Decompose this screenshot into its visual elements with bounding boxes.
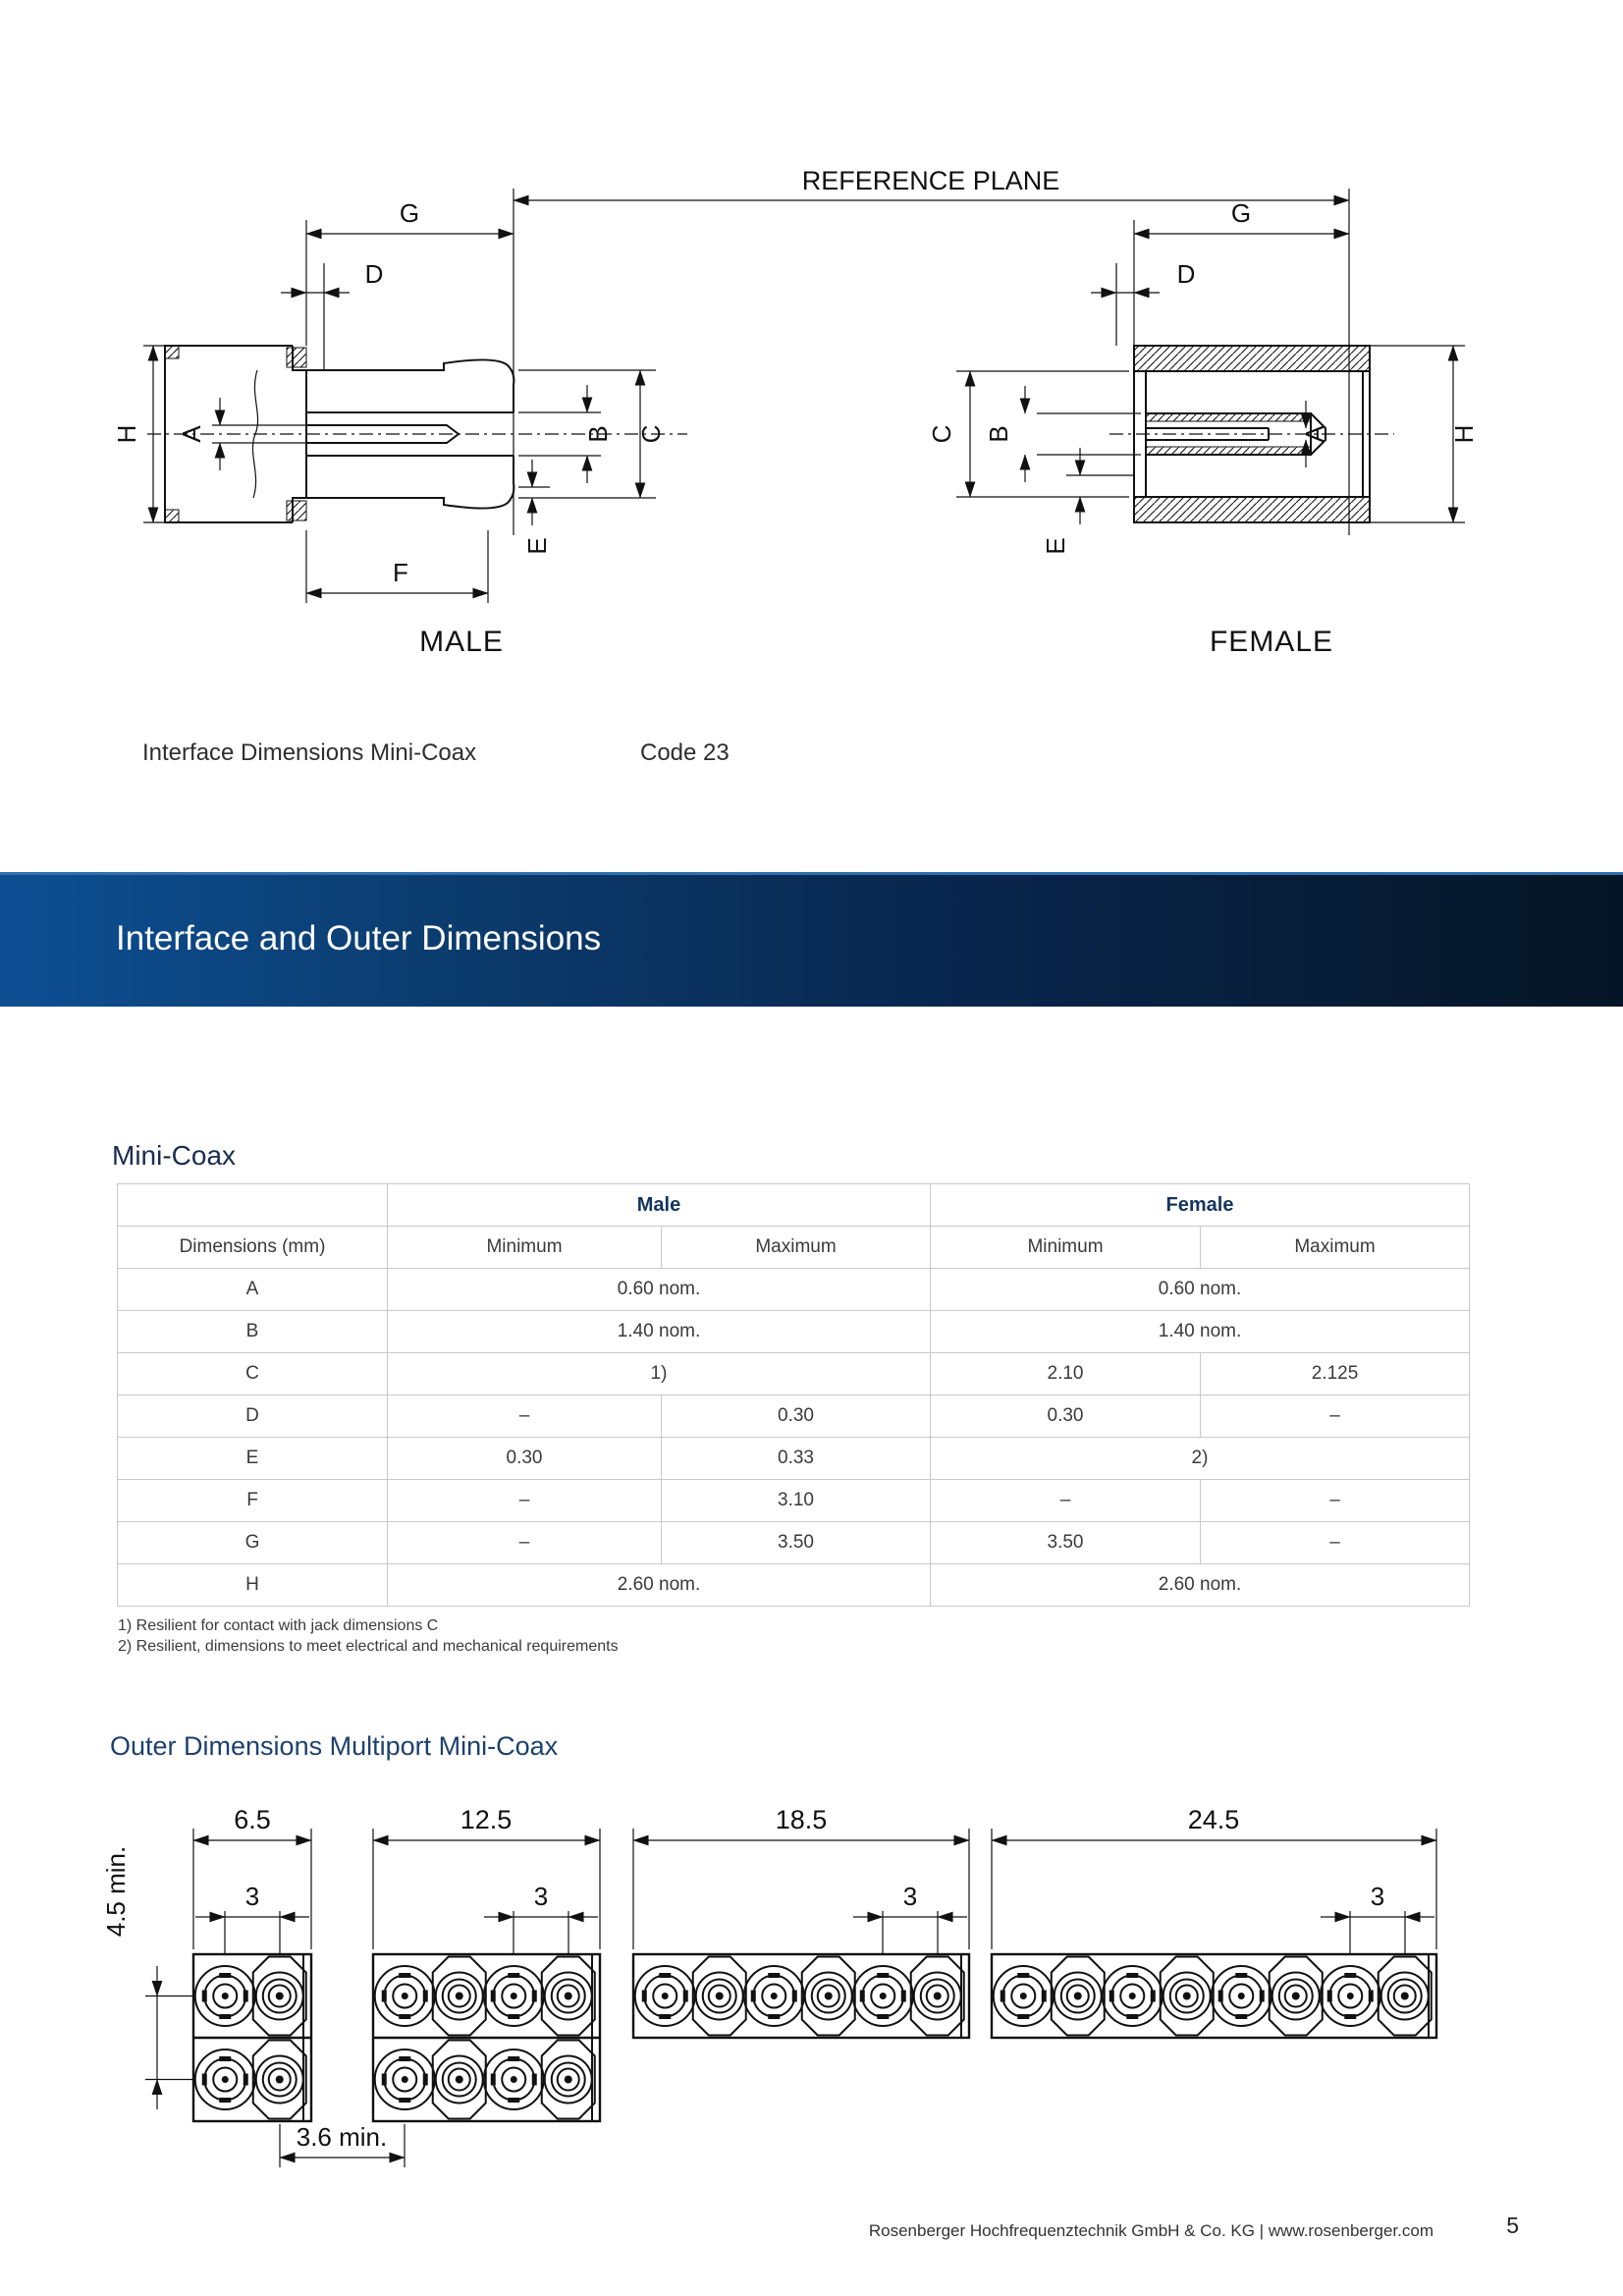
- table-row: [118, 1564, 1470, 1607]
- table-column-header-row: [118, 1227, 1470, 1269]
- table-row: [118, 1522, 1470, 1564]
- dimension-value: 1.40 nom.: [931, 1311, 1470, 1353]
- footer-company: Rosenberger Hochfrequenztechnik GmbH & Co. KG | www.rosenberger.com: [868, 2221, 1434, 2240]
- female-connector-art: [1109, 346, 1394, 522]
- table-group-header-row: [118, 1184, 1470, 1227]
- dimension-value: 0.33: [662, 1438, 931, 1480]
- connector-port-female: [253, 1957, 306, 2036]
- pitch-dim-block2: 3: [533, 1882, 549, 1911]
- male-dim-a-label: A: [177, 425, 206, 443]
- table-row: [118, 1395, 1470, 1438]
- pitch-dim-block3: 3: [902, 1882, 918, 1911]
- dimension-letter: F: [118, 1480, 388, 1522]
- dimension-value: 0.60 nom.: [931, 1269, 1470, 1311]
- minicoax-heading: Mini-Coax: [112, 1140, 237, 1171]
- female-dim-d-label: D: [1176, 259, 1196, 289]
- drawing-caption-title: Interface Dimensions Mini-Coax: [142, 739, 477, 766]
- width-dim-18-5: 18.5: [775, 1805, 828, 1834]
- connector-port-male: [1321, 1966, 1380, 2026]
- dimension-value: –: [1201, 1480, 1470, 1522]
- column-header: Dimensions (mm): [118, 1227, 388, 1269]
- connector-port-male: [195, 2050, 255, 2109]
- block-gap-dim: 3.6 min.: [296, 2122, 388, 2152]
- connector-port-male: [375, 1966, 435, 2026]
- dimension-value: 2.60 nom.: [931, 1564, 1470, 1607]
- table-corner-cell: [118, 1184, 388, 1227]
- male-dim-g-label: G: [399, 198, 420, 228]
- connector-port-male: [744, 1966, 804, 2026]
- column-header: Minimum: [931, 1227, 1201, 1269]
- dimension-letter: B: [118, 1311, 388, 1353]
- connector-port-male: [1103, 1966, 1163, 2026]
- dimension-value: 2.125: [1201, 1353, 1470, 1395]
- female-dim-h-label: H: [1449, 424, 1479, 444]
- dimension-letter: D: [118, 1395, 388, 1438]
- male-dim-d-label: D: [364, 259, 384, 289]
- section-banner: [0, 872, 1623, 1007]
- dimension-letter: C: [118, 1353, 388, 1395]
- dimension-value: –: [1201, 1395, 1470, 1438]
- dimension-letter: E: [118, 1438, 388, 1480]
- connector-port-male: [195, 1966, 255, 2026]
- dimension-value: 0.30: [388, 1438, 662, 1480]
- connector-port-female: [253, 2041, 306, 2119]
- connector-port-male: [994, 1966, 1054, 2026]
- dimension-letter: A: [118, 1269, 388, 1311]
- dimension-value: 0.30: [931, 1395, 1201, 1438]
- connector-port-female: [911, 1957, 964, 2036]
- connector-port-male: [484, 2050, 544, 2109]
- connector-port-female: [433, 2041, 486, 2119]
- reference-plane-label: REFERENCE PLANE: [801, 166, 1060, 195]
- dimension-value: –: [931, 1480, 1201, 1522]
- male-dim-f-label: F: [393, 558, 408, 587]
- male-dim-e-label: E: [522, 537, 552, 555]
- multiport-drawing: [0, 1797, 1623, 2190]
- connector-port-female: [1379, 1957, 1432, 2036]
- dimension-value: –: [388, 1395, 662, 1438]
- male-dim-b-label: B: [583, 425, 613, 443]
- dimension-value: 3.10: [662, 1480, 931, 1522]
- female-dim-a-label: A: [1300, 425, 1329, 443]
- male-dimensions: [112, 198, 666, 658]
- dimension-value: 3.50: [931, 1522, 1201, 1564]
- table-row: [118, 1269, 1470, 1311]
- connector-port-female: [433, 1957, 486, 2036]
- width-dim-6-5: 6.5: [234, 1805, 271, 1834]
- female-caption: FEMALE: [1209, 626, 1334, 658]
- female-dim-e-label: E: [1041, 537, 1070, 555]
- female-dim-b-label: B: [984, 425, 1013, 443]
- width-dim-24-5: 24.5: [1187, 1805, 1240, 1834]
- dimension-value: 0.30: [662, 1395, 931, 1438]
- table-row: [118, 1480, 1470, 1522]
- dimension-letter: G: [118, 1522, 388, 1564]
- dimension-value: 1.40 nom.: [388, 1311, 931, 1353]
- connector-port-female: [1270, 1957, 1323, 2036]
- connector-port-female: [802, 1957, 855, 2036]
- connector-port-male: [484, 1966, 544, 2026]
- section-banner-title: Interface and Outer Dimensions: [116, 919, 602, 957]
- table-row: [118, 1353, 1470, 1395]
- female-dim-c-label: C: [927, 424, 956, 444]
- dimension-value: –: [388, 1480, 662, 1522]
- connector-port-female: [542, 1957, 595, 2036]
- column-header: Maximum: [662, 1227, 931, 1269]
- connector-port-female: [1052, 1957, 1105, 2036]
- dimension-value: 1): [388, 1353, 931, 1395]
- dimensions-table: [117, 1183, 1470, 1607]
- table-row: [118, 1438, 1470, 1480]
- connector-port-male: [375, 2050, 435, 2109]
- drawing-caption-code: Code 23: [640, 739, 730, 766]
- connector-port-male: [1212, 1966, 1271, 2026]
- interface-drawing: [0, 79, 1623, 727]
- female-dim-g-label: G: [1230, 198, 1252, 228]
- group-header-male: Male: [388, 1184, 931, 1227]
- dimension-value: 2.10: [931, 1353, 1201, 1395]
- pitch-dim-block1: 3: [244, 1882, 260, 1911]
- connector-port-female: [1161, 1957, 1214, 2036]
- dimension-value: –: [1201, 1522, 1470, 1564]
- connector-port-female: [542, 2041, 595, 2119]
- footnote-1: 1) Resilient for contact with jack dimensions C: [118, 1617, 439, 1634]
- male-dim-h-label: H: [112, 424, 141, 444]
- connector-port-male: [853, 1966, 913, 2026]
- table-footnotes: [118, 1615, 619, 1657]
- table-row: [118, 1311, 1470, 1353]
- dimension-value: –: [388, 1522, 662, 1564]
- dimension-value: 2.60 nom.: [388, 1564, 931, 1607]
- dimension-value: 3.50: [662, 1522, 931, 1564]
- group-header-female: Female: [931, 1184, 1470, 1227]
- dimension-value: 0.60 nom.: [388, 1269, 931, 1311]
- dimension-letter: H: [118, 1564, 388, 1607]
- footer-page-number: 5: [1506, 2213, 1519, 2238]
- dimension-value: 2): [931, 1438, 1470, 1480]
- row-pitch-dim: 4.5 min.: [101, 1845, 131, 1938]
- width-dim-12-5: 12.5: [460, 1805, 513, 1834]
- footnote-2: 2) Resilient, dimensions to meet electrical and mechanical requirements: [118, 1638, 619, 1655]
- male-dim-c-label: C: [636, 424, 666, 444]
- connector-port-male: [635, 1966, 695, 2026]
- column-header: Maximum: [1201, 1227, 1470, 1269]
- column-header: Minimum: [388, 1227, 662, 1269]
- male-caption: MALE: [419, 626, 504, 658]
- connector-port-female: [693, 1957, 746, 2036]
- multiport-heading: Outer Dimensions Multiport Mini-Coax: [110, 1731, 559, 1761]
- pitch-dim-block4: 3: [1370, 1882, 1385, 1911]
